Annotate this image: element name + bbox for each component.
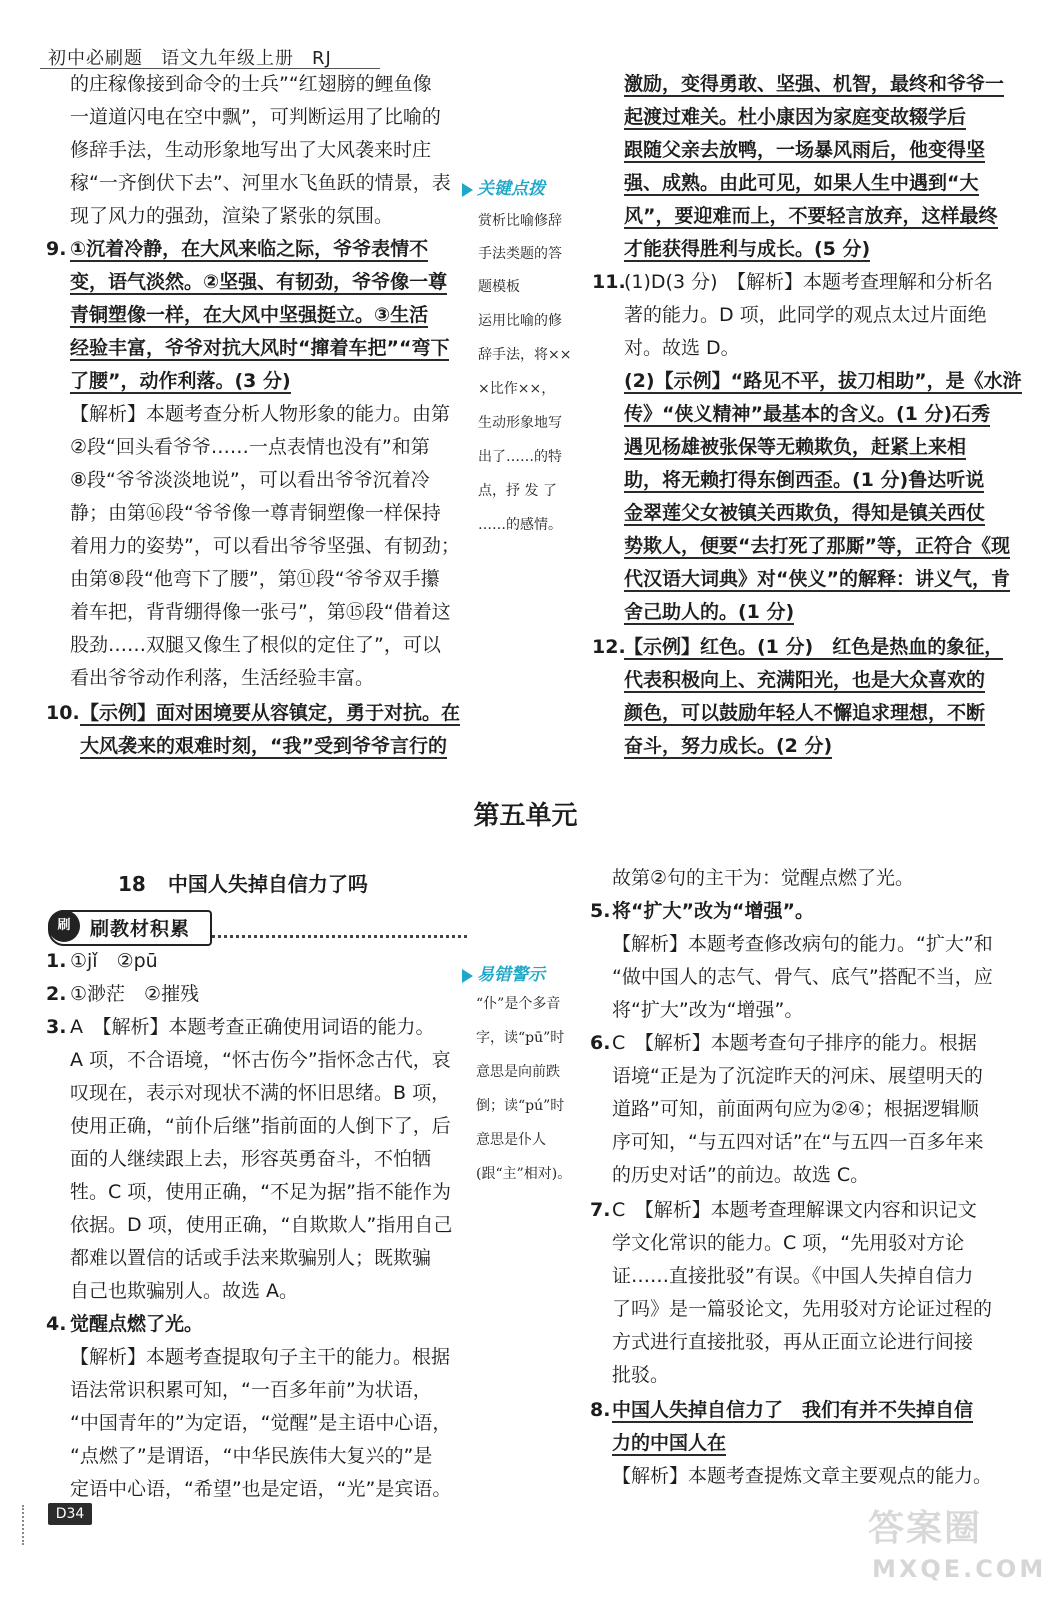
answer-line: 风”，要迎难而上，不要轻言放弃，这样最终 bbox=[624, 205, 998, 227]
analysis-line: “中国青年的”为定语，“觉醒”是主语中心语， bbox=[70, 1412, 452, 1434]
paragraph: 序可知，“与五四对话”在“与五四一百多年来 bbox=[612, 1131, 984, 1153]
watermark-logo: 答案圈 bbox=[868, 1508, 983, 1549]
brush-icon: 刷 bbox=[48, 910, 80, 942]
answer-line: ①jǐ ②pū bbox=[70, 950, 158, 972]
paragraph: 语境“正是为了沉淀昨天的河床、展望明天的 bbox=[612, 1065, 983, 1087]
side-note-line: (跟“主”相对)。 bbox=[476, 1166, 572, 1182]
paragraph: 牲。C 项，使用正确，“不足为据”指不能作为 bbox=[70, 1181, 451, 1203]
analysis-line: 由第⑧段“他弯下了腰”，第⑪段“爷爷双手攥 bbox=[70, 568, 440, 590]
analysis-line: 静；由第⑯段“爷爷像一尊青铜塑像一样保持 bbox=[70, 502, 441, 524]
answer-line: 势欺人，便要“去打死了那厮”等，正符合《现 bbox=[624, 535, 1010, 557]
answer-line: 代汉语大词典》对“侠义”的解释：讲义气，肯 bbox=[624, 568, 1010, 590]
answer-line: 起渡过难关。杜小康因为家庭变故辍学后 bbox=[624, 106, 967, 128]
analysis-line: ⑧段“爷爷淡淡地说”，可以看出爷爷沉着冷 bbox=[70, 469, 430, 491]
paragraph: A 项，不合语境，“怀古伤今”指怀念古代，哀 bbox=[70, 1049, 451, 1071]
analysis-line: 着用力的姿势”，可以看出爷爷坚强、有韧劲； bbox=[70, 535, 460, 557]
answer-line: 了腰”，动作利落。(3 分) bbox=[70, 370, 291, 392]
side-note-line: 辞手法，将×× bbox=[478, 347, 572, 363]
subject-name: 语文九年级上册 bbox=[161, 48, 294, 69]
answer-line: 经验丰富，爷爷对抗大风时“撺着车把”“弯下 bbox=[70, 337, 450, 359]
analysis-line: 【解析】本题考查提炼文章主要观点的能力。 bbox=[612, 1465, 993, 1487]
question-number: 8. bbox=[590, 1399, 611, 1421]
question-number: 3. bbox=[46, 1016, 67, 1038]
answer-line: (2)【示例】“路见不平，拔刀相助”，是《水浒 bbox=[624, 370, 1022, 392]
analysis-line: 股劲……双腿又像生了根似的定住了”，可以 bbox=[70, 634, 441, 656]
section-label: 刷教材积累 bbox=[90, 918, 191, 940]
question-number: 12. bbox=[592, 636, 626, 658]
answer-line: 强、成熟。由此可见，如果人生中遇到“大 bbox=[624, 172, 979, 194]
question-number: 1. bbox=[46, 950, 67, 972]
paragraph: 的历史对话”的前边。故选 C。 bbox=[612, 1164, 870, 1186]
answer-line: 【示例】红色。(1 分) 红色是热血的象征， bbox=[624, 636, 1004, 658]
analysis-line: “做中国人的志气、骨气、底气”搭配不当，应 bbox=[612, 966, 993, 988]
side-note-line: “仆”是个多音 bbox=[476, 996, 561, 1012]
side-note-line: 倒；读“pú”时 bbox=[476, 1098, 565, 1114]
question-number: 2. bbox=[46, 983, 67, 1005]
answer-line: 金翠莲父女被镇关西欺负，得知是镇关西仗 bbox=[624, 502, 986, 524]
page-number: D34 bbox=[48, 1503, 92, 1525]
question-number: 9. bbox=[46, 238, 67, 260]
side-note-line: ……的感情。 bbox=[478, 517, 562, 533]
side-note-line: 意思是仆人 bbox=[476, 1132, 546, 1148]
paragraph: 都难以置信的话或手法来欺骗别人；既欺骗 bbox=[70, 1247, 432, 1269]
answer-line: 代表积极向上、充满阳光，也是大众喜欢的 bbox=[624, 669, 986, 691]
analysis-line: 着车把，背背绷得像一张弓”，第⑮段“借着这 bbox=[70, 601, 451, 623]
side-note-line: 手法类题的答 bbox=[478, 246, 562, 262]
unit-title: 第五单元 bbox=[473, 801, 578, 831]
side-note-title: 易错警示 bbox=[462, 960, 545, 985]
section-bar bbox=[48, 910, 212, 946]
answer-line: 将“扩大”改为“增强”。 bbox=[612, 900, 814, 922]
answer-line: 觉醒点燃了光。 bbox=[70, 1313, 204, 1335]
triangle-icon bbox=[462, 969, 473, 983]
analysis-line: ②段“回头看爷爷……一点表情也没有”和第 bbox=[70, 436, 430, 458]
answer-line: 中国人失掉自信力了 我们有并不失掉自信 bbox=[612, 1399, 974, 1421]
paragraph: 自己也欺骗别人。故选 A。 bbox=[70, 1280, 299, 1302]
paragraph: A 【解析】本题考查正确使用词语的能力。 bbox=[70, 1016, 435, 1038]
analysis-line: 【解析】本题考查分析人物形象的能力。由第 bbox=[70, 403, 451, 425]
answer-line: 传》“侠义精神”最基本的含义。(1 分)石秀 bbox=[624, 403, 991, 425]
answer-line: 青铜塑像一样，在大风中坚强挺立。③生活 bbox=[70, 304, 429, 326]
side-note-line: 点，抒 发 了 bbox=[478, 483, 557, 499]
dotted-divider bbox=[212, 935, 467, 938]
paragraph: 方式进行直接批驳，再从正面立论进行间接 bbox=[612, 1331, 974, 1353]
side-note-line: 题模板 bbox=[478, 279, 520, 295]
lesson-title: 18 中国人失掉自信力了吗 bbox=[118, 872, 368, 896]
question-number: 10. bbox=[46, 702, 80, 724]
paragraph: 对。故选 D。 bbox=[624, 337, 740, 359]
side-note-line: 字，读“pū”时 bbox=[476, 1030, 565, 1046]
paragraph: 修辞手法，生动形象地写出了大风袭来时庄 bbox=[70, 139, 432, 161]
paragraph: C 【解析】本题考查理解课文内容和识记文 bbox=[612, 1199, 977, 1221]
side-note-line: 运用比喻的修 bbox=[478, 313, 562, 329]
paragraph: 稼“一齐倒伏下去”、河里水飞鱼跃的情景，表 bbox=[70, 172, 451, 194]
analysis-line: “点燃了”是谓语，“中华民族伟大复兴的”是 bbox=[70, 1445, 433, 1467]
paragraph: 的庄稼像接到命令的士兵”“红翅膀的鲤鱼像 bbox=[70, 73, 432, 95]
analysis-line: 【解析】本题考查修改病句的能力。“扩大”和 bbox=[612, 933, 993, 955]
paragraph: 著的能力。D 项，此同学的观点太过片面绝 bbox=[624, 304, 987, 326]
paragraph: 道路”可知，前面两句应为②④；根据逻辑顺 bbox=[612, 1098, 979, 1120]
answer-line: 激励，变得勇敢、坚强、机智，最终和爷爷一 bbox=[624, 73, 1005, 95]
answer-line: 才能获得胜利与成长。(5 分) bbox=[624, 238, 871, 260]
margin-dots bbox=[22, 1505, 24, 1545]
paragraph: 故第②句的主干为：觉醒点燃了光。 bbox=[612, 867, 915, 889]
side-note-line: ×比作××， bbox=[478, 381, 556, 397]
analysis-line: 【解析】本题考查提取句子主干的能力。根据 bbox=[70, 1346, 451, 1368]
question-number: 11. bbox=[592, 271, 626, 293]
paragraph: 现了风力的强劲，渲染了紧张的氛围。 bbox=[70, 205, 394, 227]
answer-line: ①渺茫 ②摧残 bbox=[70, 983, 200, 1005]
book-name: 初中必刷题 bbox=[48, 48, 143, 69]
answer-line: 跟随父亲去放鸭，一场暴风雨后，他变得坚 bbox=[624, 139, 986, 161]
answer-line: 【示例】面对困境要从容镇定，勇于对抗。在 bbox=[80, 702, 461, 724]
triangle-icon bbox=[462, 183, 473, 197]
running-header bbox=[48, 44, 350, 70]
analysis-line: 看出爷爷动作利落，生活经验丰富。 bbox=[70, 667, 375, 689]
question-number: 6. bbox=[590, 1032, 611, 1054]
answer-line: 助，将无赖打得东倒西歪。(1 分)鲁达听说 bbox=[624, 469, 985, 491]
answer-line: 变，语气淡然。②坚强、有韧劲，爷爷像一尊 bbox=[70, 271, 448, 293]
paragraph: 一道道闪电在空中飘”，可判断运用了比喻的 bbox=[70, 106, 441, 128]
question-number: 4. bbox=[46, 1313, 67, 1335]
answer-line: 舍己助人的。(1 分) bbox=[624, 601, 795, 623]
analysis-line: 语法常识积累可知，“一百多年前”为状语， bbox=[70, 1379, 432, 1401]
answer-line: 大风袭来的艰难时刻，“我”受到爷爷言行的 bbox=[80, 735, 447, 757]
paragraph: (1)D(3 分) 【解析】本题考查理解和分析名 bbox=[624, 271, 993, 293]
side-note-line: 出了……的特 bbox=[478, 449, 562, 465]
answer-line: 遇见杨雄被张保等无赖欺负，赶紧上来相 bbox=[624, 436, 967, 458]
analysis-line: 将“扩大”改为“增强”。 bbox=[612, 999, 804, 1021]
watermark-url: MXQE.COM bbox=[872, 1555, 1047, 1583]
question-number: 7. bbox=[590, 1199, 611, 1221]
paragraph: 面的人继续跟上去，形容英勇奋斗，不怕牺 bbox=[70, 1148, 432, 1170]
side-note-line: 生动形象地写 bbox=[478, 415, 562, 431]
question-number: 5. bbox=[590, 900, 611, 922]
paragraph: 批驳。 bbox=[612, 1364, 670, 1386]
paragraph: 学文化常识的能力。C 项，“先用驳对方论 bbox=[612, 1232, 965, 1254]
analysis-line: 定语中心语，“希望”也是定语，“光”是宾语。 bbox=[70, 1478, 452, 1500]
paragraph: C 【解析】本题考查句子排序的能力。根据 bbox=[612, 1032, 977, 1054]
answer-line: ①沉着冷静，在大风来临之际，爷爷表情不 bbox=[70, 238, 429, 260]
answer-line: 奋斗，努力成长。(2 分) bbox=[624, 735, 833, 757]
paragraph: 叹现在，表示对现状不满的怀旧思绪。B 项， bbox=[70, 1082, 451, 1104]
answer-line: 颜色，可以鼓励年轻人不懈追求理想，不断 bbox=[624, 702, 986, 724]
side-note-title: 关键点拨 bbox=[462, 174, 545, 199]
paragraph: 依据。D 项，使用正确，“自欺欺人”指用自己 bbox=[70, 1214, 453, 1236]
paragraph: 了吗》是一篇驳论文，先用驳对方论证过程的 bbox=[612, 1298, 993, 1320]
edition: RJ bbox=[312, 48, 332, 69]
paragraph: 证……直接批驳”有误。《中国人失掉自信力 bbox=[612, 1265, 974, 1287]
answer-line: 力的中国人在 bbox=[612, 1432, 727, 1454]
paragraph: 使用正确，“前仆后继”指前面的人倒下了，后 bbox=[70, 1115, 451, 1137]
side-note-line: 赏析比喻修辞 bbox=[478, 213, 562, 229]
side-note-line: 意思是向前跌 bbox=[476, 1064, 560, 1080]
